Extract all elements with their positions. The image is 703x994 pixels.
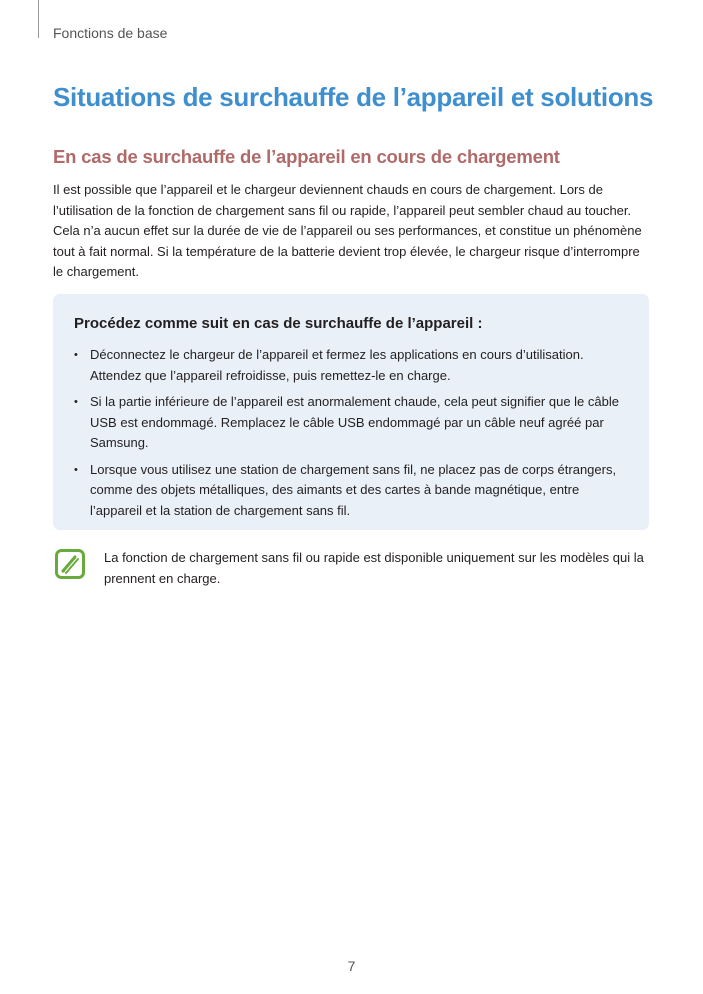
bullet-icon: •	[74, 463, 78, 476]
callout-list	[74, 345, 626, 527]
bullet-icon: •	[74, 349, 78, 361]
list-item	[74, 460, 626, 522]
note-text: La fonction de chargement sans fil ou rapide est disponible uniquement sur les modèles qui la prennent en charge.	[104, 550, 644, 586]
page-number: 7	[347, 958, 356, 974]
list-item-text: Lorsque vous utilisez une station de chargement sans fil, ne placez pas de corps étrangers, comme des objets métalliques, des aimants et des cartes à bande magnétique, entre l’appareil et la station de chargement sans fil.	[90, 461, 617, 518]
intro-paragraph: Il est possible que l’appareil et le chargeur deviennent chauds en cours de chargement. Lors de l’utilisation de la fonction de chargement sans fil ou rapide, l’appareil peut sembler chaud au toucher. Cela n’a aucun effet sur la durée de vie de l’appareil ou ses performances, et constitue un phénomène tout à fait normal. Si la température de la batterie devient trop élevée, le chargeur risque d’interrompre le chargement.	[53, 182, 642, 279]
bullet-icon: •	[74, 396, 78, 408]
list-item-text: Si la partie inférieure de l’appareil est anormalement chaude, cela peut signifier que le câble USB est endommagé. Remplacez le câble USB endommagé par un câble neuf agréé par Samsung.	[90, 394, 619, 450]
tips-callout-box	[53, 294, 649, 530]
callout-heading: Procédez comme suit en cas de surchauffe de l’appareil :	[74, 315, 483, 332]
list-item-text: Déconnectez le chargeur de l’appareil et fermez les applications en cours d’utilisation. Attendez que l’appareil refroidisse, puis remettez-le en charge.	[90, 347, 584, 383]
section-heading: En cas de surchauffe de l’appareil en cours de chargement	[53, 146, 560, 167]
list-item	[74, 345, 626, 386]
page-title: Situations de surchauffe de l’appareil et solutions	[53, 82, 654, 112]
header-divider	[38, 0, 39, 38]
note-pencil-icon	[55, 549, 85, 579]
list-item	[74, 392, 626, 454]
running-header: Fonctions de base	[53, 25, 168, 41]
